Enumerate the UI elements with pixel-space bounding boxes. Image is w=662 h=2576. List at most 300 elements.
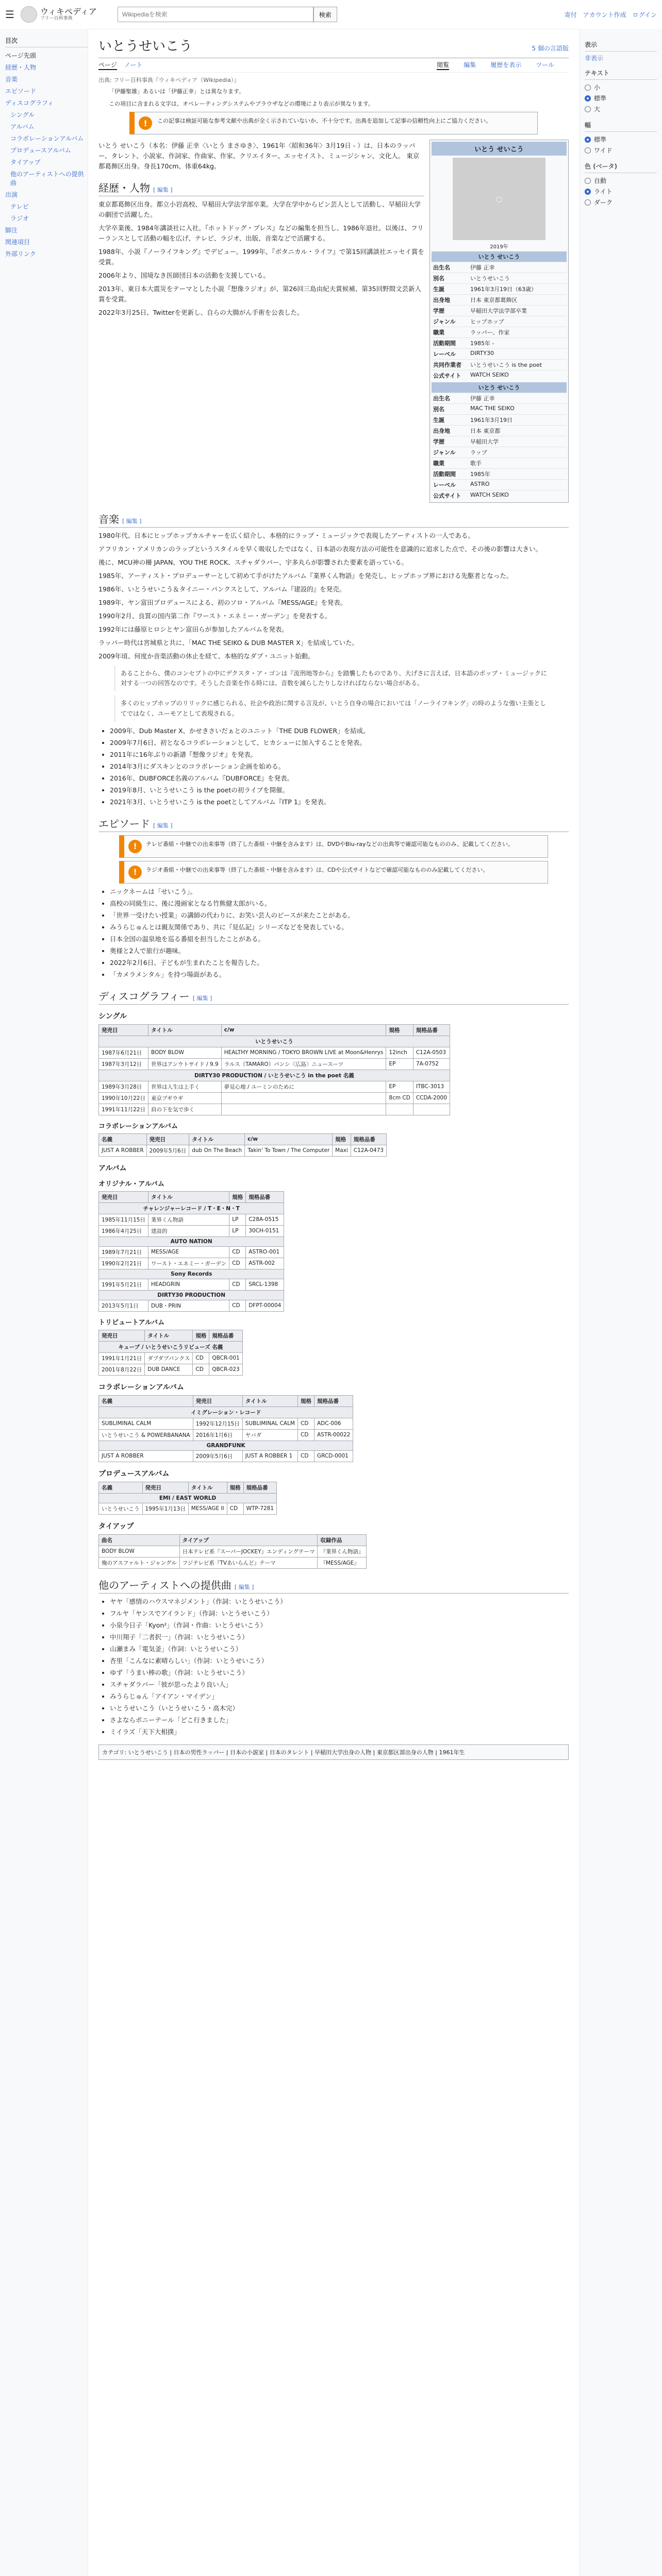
header bbox=[0, 0, 662, 29]
paragraph: ラッパー時代は宮城県と共に、「MAC THE SEIKO & DUB MASTER X」を結成していた。 bbox=[98, 639, 359, 647]
table-cell: SRCL-1398 bbox=[246, 1279, 284, 1290]
radio-label: ダーク bbox=[594, 199, 613, 206]
table-cell[interactable]: 建設的 bbox=[148, 1225, 229, 1236]
table-cell: DFPT-00004 bbox=[246, 1300, 284, 1311]
infobox-value: MAC THE SEIKO bbox=[470, 405, 515, 412]
paragraph: 1992年には藤原ヒロシとヤン富田らが参加したアルバムを発表。 bbox=[98, 625, 288, 633]
table-row bbox=[99, 1145, 387, 1156]
notice-box bbox=[119, 835, 548, 858]
infobox-value: 日本 東京都 bbox=[470, 428, 501, 434]
group-label[interactable]: GRANDFUNK bbox=[99, 1440, 353, 1450]
table-cell[interactable]: 1995年1月13日 bbox=[142, 1503, 188, 1514]
paragraph: 東京都葛飾区出身。都立小岩高校、早稲田大学法学部卒業。大学在学中からピン芸人として活動し、早稲田大学の劇団で活躍した。 bbox=[98, 200, 421, 218]
infobox-row bbox=[432, 468, 567, 479]
table-cell[interactable]: 1992年12月15日 bbox=[193, 1418, 242, 1429]
table-cell: 『MESS/AGE』 bbox=[318, 1557, 367, 1568]
radio-icon bbox=[585, 84, 591, 91]
table-cell: いとうせいこう & POWERBANANA bbox=[99, 1429, 193, 1440]
subheading-tieup: タイアップ bbox=[98, 1522, 134, 1531]
table-cell[interactable]: 2009年5月6日 bbox=[146, 1145, 189, 1156]
table-cell: 1989年7月21日 bbox=[99, 1246, 148, 1258]
table-cell bbox=[221, 1104, 386, 1115]
infobox-value: 歌手 bbox=[470, 460, 482, 467]
column-header: 規格 bbox=[227, 1482, 243, 1493]
table-cell: ITBC-3013 bbox=[413, 1081, 450, 1092]
create-account-link[interactable]: アカウント作成 bbox=[583, 11, 626, 19]
width-standard-radio[interactable] bbox=[585, 134, 657, 145]
table-cell: ASTR-002 bbox=[246, 1258, 284, 1269]
tab-tools[interactable]: ツール bbox=[536, 61, 554, 69]
group-row bbox=[99, 1236, 284, 1246]
toc-item[interactable]: エピソード bbox=[5, 88, 37, 95]
list-item: • 奥様と2人で旅行が趣味。 bbox=[110, 946, 569, 956]
text-large-radio[interactable] bbox=[585, 104, 657, 114]
lead-paragraph: いとう せいこう（本名：伊藤 正幸〈いとう まさゆき〉、1961年〈昭和36年〉3月19日 - ）は、日本のラッパー、タレント、小説家、作詞家、作曲家、作家、クリエイター、エッセイスト、ミュージシャン、文化人。 東京都葛飾区出身。身長170cm、体重64kg。 bbox=[98, 142, 420, 170]
table-cell: CCDA-2000 bbox=[413, 1092, 450, 1104]
infobox-row bbox=[432, 348, 567, 359]
table-cell[interactable]: 2009年5月6日 bbox=[193, 1450, 242, 1462]
list-item: • みうらじゅんとは親友関係であり、共に『見仏記』シリーズなどを発表している。 bbox=[110, 922, 569, 933]
table-cell[interactable]: 日本テレビ系『スーパーJOCKEY』エンディングテーマ bbox=[179, 1546, 318, 1557]
toc-item[interactable]: タイアップ bbox=[10, 159, 41, 166]
group-label[interactable]: キューブ / いとうせいこうリビューズ 名義 bbox=[99, 1341, 243, 1352]
paragraph: 1990年2月、良質の国内第二作『ワースト・エネミー・ガーデン』を発表する。 bbox=[98, 612, 332, 620]
infobox-label: 出生名 bbox=[433, 395, 450, 402]
infobox-row bbox=[432, 327, 567, 337]
toc-item[interactable]: 出演 bbox=[5, 191, 18, 198]
group-label[interactable]: チャレンジャーレコード / T・E・N・T bbox=[99, 1202, 284, 1214]
table-header-row bbox=[99, 1395, 353, 1406]
toc-item[interactable]: ページ先頭 bbox=[5, 52, 36, 59]
paragraph: 2009年頃、何度か音楽活動の休止を経て、本格的なダブ・ユニット始動。 bbox=[98, 652, 315, 660]
table-cell: 1986年4月25日 bbox=[99, 1225, 148, 1236]
text-standard-radio[interactable] bbox=[585, 93, 657, 104]
table-cell: BODY BLOW bbox=[99, 1546, 180, 1557]
list-item: • 2014年3月にダスキンとのコラボレーション企画を始める。 bbox=[110, 761, 569, 772]
heading-text: ディスコグラフィー bbox=[98, 990, 190, 1003]
subheading-tribute: トリビュートアルバム bbox=[98, 1318, 165, 1327]
column-header: c/w bbox=[221, 1024, 386, 1036]
infobox-row bbox=[432, 436, 567, 447]
infobox-value: 1961年3月19日 bbox=[470, 417, 512, 423]
width-head: 幅 bbox=[585, 118, 657, 132]
table-cell[interactable]: 肩の下を気で歩く bbox=[148, 1104, 221, 1115]
list-item: • いとうせいこう（いとうせいこう・高木完） bbox=[110, 1703, 569, 1714]
group-row bbox=[99, 1406, 353, 1418]
edit-link[interactable]: [ 編集 ] bbox=[234, 1583, 254, 1590]
group-label[interactable]: Sony Records bbox=[99, 1269, 284, 1279]
infobox-value: ASTRO bbox=[470, 481, 490, 487]
table-row bbox=[99, 1104, 450, 1115]
group-label[interactable]: イミグレーション・レコード bbox=[99, 1406, 353, 1418]
quote: 多くのヒップホップのリリックに感じられる、社会や政治に関する言及が、いとう自身の場合においては「ノーライフキング」の時のような強い主張としてではなく、ユーモアとして表現される。 bbox=[114, 696, 553, 721]
heading-text: 経歴・人物 bbox=[98, 182, 150, 194]
paragraph: 1980年代、日本にヒップホップカルチャーを広く紹介し、本格的にラップ・ミュージックで表現したアーティストの一人である。 bbox=[98, 532, 474, 539]
toc-item[interactable]: 他のアーティストへの提供曲 bbox=[10, 171, 84, 187]
tab-edit[interactable]: 編集 bbox=[464, 61, 476, 69]
column-header: 規格 bbox=[298, 1395, 315, 1406]
subheading-produce: プロデュースアルバム bbox=[98, 1469, 170, 1478]
toc-item[interactable]: アルバム bbox=[10, 123, 35, 130]
column-header: 曲名 bbox=[99, 1534, 180, 1546]
infobox bbox=[429, 140, 569, 503]
table-cell[interactable]: 東京ブギウギ bbox=[148, 1092, 221, 1104]
radio-label: ライト bbox=[594, 188, 613, 195]
table-cell: 1989年3月28日 bbox=[99, 1081, 148, 1092]
table-cell: 7A-0752 bbox=[413, 1058, 450, 1070]
list-item: • 日本全国の温泉地を巡る番組を担当したことがある。 bbox=[110, 934, 569, 944]
infobox-row bbox=[432, 447, 567, 457]
table-cell: GRCD-0001 bbox=[315, 1450, 353, 1462]
toc-head: 目次 bbox=[5, 34, 88, 47]
warning-icon: ! bbox=[128, 840, 142, 853]
list-item: • ミイラズ「天下大相撲」 bbox=[110, 1727, 569, 1737]
toc-item[interactable]: コラボレーションアルバム bbox=[10, 135, 84, 142]
table-cell: 1985年11月15日 bbox=[99, 1214, 148, 1225]
table-cell bbox=[386, 1104, 413, 1115]
table-cell: 1990年10月22日 bbox=[99, 1092, 148, 1104]
group-label[interactable]: DIRTY30 PRODUCTION / いとうせいこう in the poet 名義 bbox=[99, 1070, 450, 1081]
table-row bbox=[99, 1258, 284, 1269]
heading-text: 音楽 bbox=[98, 513, 119, 526]
subheading-collab: コラボレーションアルバム bbox=[98, 1122, 178, 1130]
group-row bbox=[99, 1202, 284, 1214]
infobox-row bbox=[432, 305, 567, 316]
table-row bbox=[99, 1300, 284, 1311]
column-header: 発売日 bbox=[142, 1482, 188, 1493]
infobox-label: 生誕 bbox=[433, 286, 444, 293]
table-row bbox=[99, 1429, 353, 1440]
toc-item[interactable]: 音楽 bbox=[5, 76, 18, 83]
table-cell[interactable]: 世界はアンウトサイド / 9.9 bbox=[148, 1058, 221, 1070]
toc-item[interactable]: ラジオ bbox=[10, 215, 29, 222]
citation-warning-box bbox=[129, 112, 538, 134]
group-row bbox=[99, 1341, 243, 1352]
table-row bbox=[99, 1352, 243, 1364]
column-header: c/w bbox=[245, 1133, 333, 1145]
table-cell: EP bbox=[386, 1081, 413, 1092]
page-tabs bbox=[98, 60, 569, 73]
table-cell: JUST A ROBBER bbox=[99, 1450, 193, 1462]
table-cell[interactable]: MESS/AGE bbox=[148, 1246, 229, 1258]
paragraph: 1989年、ヤン富田プロデュースによる、初のソロ・アルバム『MESS/AGE』を発表。 bbox=[98, 599, 347, 606]
produce-table bbox=[98, 1482, 277, 1515]
table-cell[interactable]: DUB DANCE bbox=[145, 1364, 193, 1375]
table-cell: 1991年5月21日 bbox=[99, 1279, 148, 1290]
table-cell: C28A-0515 bbox=[246, 1214, 284, 1225]
group-row bbox=[99, 1036, 450, 1047]
table-cell[interactable]: 2016年1月6日 bbox=[193, 1429, 242, 1440]
group-row bbox=[99, 1440, 353, 1450]
group-label[interactable]: AUTO NATION bbox=[99, 1236, 284, 1246]
radio-label: ワイド bbox=[594, 147, 613, 154]
wikipedia-logo[interactable] bbox=[21, 6, 37, 23]
color-dark-radio[interactable] bbox=[585, 197, 657, 208]
subheading-album: アルバム bbox=[98, 1164, 127, 1173]
section-heading-episode bbox=[98, 816, 569, 832]
search-button[interactable]: 検索 bbox=[313, 7, 337, 22]
radio-icon bbox=[585, 95, 591, 101]
infobox-row bbox=[432, 316, 567, 327]
categories-box[interactable]: カテゴリ: いとうせいこう | 日本の男性ラッパー | 日本の小説家 | 日本のタレント | 早稲田大学出身の人物 | 東京都区部出身の人物 | 1961年生 bbox=[98, 1744, 569, 1760]
infobox-label: 出生名 bbox=[433, 264, 450, 271]
column-header: 規格品番 bbox=[351, 1133, 386, 1145]
table-cell: CD bbox=[229, 1258, 246, 1269]
menu-icon[interactable]: ☰ bbox=[5, 8, 14, 21]
infobox-label: レーベル bbox=[433, 351, 456, 358]
column-header: タイトル bbox=[188, 1482, 227, 1493]
table-cell: ASTR-00022 bbox=[315, 1429, 353, 1440]
infobox-value: DIRTY30 bbox=[470, 350, 494, 357]
table-header-row bbox=[99, 1330, 243, 1341]
infobox-row bbox=[432, 479, 567, 490]
infobox-label: 別名 bbox=[433, 406, 444, 413]
infobox-value: いとうせいこう is the poet bbox=[470, 362, 542, 368]
toc-item[interactable]: テレビ bbox=[10, 203, 29, 210]
radio-label: 標準 bbox=[594, 136, 607, 143]
tab-history[interactable]: 履歴を表示 bbox=[490, 61, 522, 69]
infobox-title: いとう せいこう bbox=[432, 142, 567, 156]
column-header: 収録作品 bbox=[318, 1534, 367, 1546]
infobox-label: 生誕 bbox=[433, 417, 444, 423]
list-item: • ゆず「うまい棒の歌」（作詞：いとうせいこう） bbox=[110, 1668, 569, 1678]
section-heading-career bbox=[98, 180, 424, 196]
table-cell[interactable]: DUB・PRIN bbox=[148, 1300, 229, 1311]
list-item: • みうらじゅん「アイアン・マイデン」 bbox=[110, 1691, 569, 1702]
table-row bbox=[99, 1214, 284, 1225]
donate-link[interactable]: 寄付 bbox=[564, 11, 577, 19]
infobox-section: いとう せいこう bbox=[432, 382, 567, 393]
table-row bbox=[99, 1081, 450, 1092]
table-cell: CD bbox=[193, 1364, 209, 1375]
from-line: 出典: フリー百科事典『ウィキペディア（Wikipedia）』 bbox=[98, 77, 240, 83]
music-list bbox=[110, 726, 569, 807]
table-cell: いとうせいこう bbox=[99, 1503, 143, 1514]
appearance-panel bbox=[580, 29, 657, 2576]
table-cell[interactable]: HEADGRIN bbox=[148, 1279, 229, 1290]
group-row bbox=[99, 1070, 450, 1081]
table-cell: CD bbox=[298, 1418, 315, 1429]
search-input[interactable] bbox=[118, 7, 313, 22]
list-item: • 2009年、Dub Master X、かせきさいだぁとのユニット「THE DUB FLOWER」を結成。 bbox=[110, 726, 569, 736]
subheading-single: シングル bbox=[98, 1012, 127, 1021]
table-cell[interactable]: BODY BLOW bbox=[148, 1047, 221, 1058]
table-row bbox=[99, 1364, 243, 1375]
table-cell[interactable]: フジテレビ系『TVあいらんど』テーマ bbox=[179, 1557, 318, 1568]
table-row bbox=[99, 1225, 284, 1236]
infobox-row bbox=[432, 337, 567, 348]
paragraph: 1985年、アーティスト・プロデューサーとして初めて手がけたアルバム『業界くん物語』を発売し、ヒップホップ界における先駆者となった。 bbox=[98, 572, 513, 580]
table-cell[interactable]: 世界は人生は上手く bbox=[148, 1081, 221, 1092]
notice-text: テレビ番組・中継での出来事等（終了した番組・中継を含みます）は、DVDやBlu-rayなどの出典等で確認可能なもののみ、記載してください。 bbox=[146, 840, 514, 848]
table-cell: 2001年8月22日 bbox=[99, 1364, 145, 1375]
collab-single-table bbox=[98, 1133, 387, 1157]
column-header: 規格 bbox=[386, 1024, 413, 1036]
list-item: • スチャダラパー「彼が思ったより良い人」 bbox=[110, 1680, 569, 1690]
login-link[interactable]: ログイン bbox=[632, 11, 657, 19]
toc-item[interactable]: 脚注 bbox=[5, 227, 18, 234]
infobox-label: 出身地 bbox=[433, 297, 450, 303]
warning-icon: ! bbox=[139, 116, 152, 130]
table-cell: JUST A ROBBER bbox=[99, 1145, 147, 1156]
list-item: • フルヤ「ヤンスでアイランド」（作詞：いとうせいこう） bbox=[110, 1608, 569, 1619]
infobox-row bbox=[432, 262, 567, 273]
infobox-value: ラップ bbox=[470, 449, 487, 456]
toc-item[interactable]: シングル bbox=[10, 111, 35, 118]
toc-item[interactable]: 関連項目 bbox=[5, 239, 30, 246]
table-cell: EP bbox=[386, 1058, 413, 1070]
table-cell: SUBLIMINAL CALM bbox=[242, 1418, 297, 1429]
heading-text: 他のアーティストへの提供曲 bbox=[98, 1579, 231, 1591]
episode-list bbox=[110, 887, 569, 980]
paragraph: 2013年、東日本大震災をテーマとした小説『想像ラジオ』が、第26回三島由紀夫賞候補、第35回野間文芸新人賞を受賞。 bbox=[98, 285, 422, 303]
section-heading-music bbox=[98, 511, 569, 528]
infobox-label: 公式サイト bbox=[433, 493, 461, 499]
list-item: • ヤヤ「感情のハウスマネジメント」（作詞：いとうせいこう） bbox=[110, 1597, 569, 1607]
hide-button[interactable]: 非表示 bbox=[585, 55, 604, 62]
infobox-label: 職業 bbox=[433, 329, 444, 336]
table-cell[interactable]: ダブダブパンクス bbox=[145, 1352, 193, 1364]
notice: この項目に含まれる文字は、オペレーティングシステムやブラウザなどの環境により表示が異なります。 bbox=[109, 100, 374, 107]
table-cell: 1987年6月21日 bbox=[99, 1047, 148, 1058]
provide-list bbox=[110, 1597, 569, 1737]
toc-item[interactable]: 経歴・人物 bbox=[5, 64, 37, 71]
table-cell: LP bbox=[229, 1214, 246, 1225]
list-item: • 2009年7月6日、初となるコラボレーションとして、ヒカシューに加入することを発表。 bbox=[110, 738, 569, 748]
list-item: • 2022年2月6日、子どもが生まれたことを報告した。 bbox=[110, 958, 569, 968]
table-cell: 2013年5月1日 bbox=[99, 1300, 148, 1311]
language-button[interactable]: 5 個の言語版 bbox=[532, 45, 569, 52]
site-name-text: ウィキペディア bbox=[40, 7, 97, 17]
group-row bbox=[99, 1493, 277, 1503]
portrait-image[interactable]: ◯ bbox=[453, 158, 545, 240]
column-header: 規格品番 bbox=[209, 1330, 242, 1341]
group-label[interactable]: EMI / EAST WORLD bbox=[99, 1493, 277, 1503]
infobox-row bbox=[432, 273, 567, 283]
radio-icon bbox=[585, 178, 591, 184]
list-item: • 杏里「こんなに素晴らしい」（作詞：いとうせいこう） bbox=[110, 1656, 569, 1666]
table-header-row bbox=[99, 1024, 450, 1036]
table-header-row bbox=[99, 1534, 367, 1546]
table-row bbox=[99, 1279, 284, 1290]
table-cell: 8cm CD bbox=[386, 1092, 413, 1104]
radio-icon bbox=[585, 147, 591, 154]
table-cell: CD bbox=[229, 1279, 246, 1290]
infobox-section: いとう せいこう bbox=[432, 251, 567, 262]
paragraph: 後に、MCU神の柵 JAPAN、YOU THE ROCK、スチャダラパー、宇多丸らが影響された要素を語っている。 bbox=[98, 558, 408, 566]
infobox-label: 活動期間 bbox=[433, 340, 456, 347]
table-cell[interactable]: ワースト・エネミー・ガーデン bbox=[148, 1258, 229, 1269]
column-header: タイトル bbox=[189, 1133, 245, 1145]
notice-text: ラジオ番組・中継での出来事等（終了した番組・中継を含みます）は、CDや公式サイトなどで確認可能なもののみ記載してください。 bbox=[146, 866, 489, 873]
tab-talk[interactable]: ノート bbox=[124, 61, 143, 69]
tribute-table bbox=[98, 1330, 243, 1376]
infobox-label: 学歴 bbox=[433, 308, 444, 314]
edit-link[interactable]: [ 編集 ] bbox=[153, 822, 173, 829]
color-light-radio[interactable] bbox=[585, 186, 657, 197]
paragraph: 大学卒業後、1984年講談社に入社。『ホットドッグ・プレス』などの編集を担当し、1986年退社。以後は、フリーランスとして活動の幅を広げ、テレビ、ラジオ、出版、音楽などで活躍する。 bbox=[98, 224, 424, 242]
column-header: 規格 bbox=[229, 1191, 246, 1202]
column-header: 名義 bbox=[99, 1482, 143, 1493]
hatnote: 「伊藤聖雄」あるいは「伊藤正幸」とは異なります。 bbox=[109, 88, 245, 95]
text-small-radio[interactable] bbox=[585, 82, 657, 93]
infobox-value: 1961年3月19日（63歳） bbox=[470, 286, 537, 293]
radio-icon bbox=[585, 189, 591, 195]
infobox-label: レーベル bbox=[433, 482, 456, 488]
table-cell: 俺のアスファルト・ジャングル bbox=[99, 1557, 180, 1568]
list-item: • 2021年3月、いとうせいこう is the poetとしてアルバム『ITP 1』を発表。 bbox=[110, 797, 569, 807]
quote: あることから、僕のコンセプトの中にデクスタ・ア・ゴンは『流刑地等から』を踏襲したものであり、大げさに言えば、日本語のポップ・ミュージックに対する一つの回答なのです。そうした音楽を作る時には、音数を減らしたりしなければならない場合がある。 bbox=[114, 666, 553, 691]
infobox-row bbox=[432, 490, 567, 501]
infobox-label: ジャンル bbox=[433, 318, 456, 325]
group-label[interactable]: いとうせいこう bbox=[99, 1036, 450, 1047]
infobox-value: 早稲田大学法学部卒業 bbox=[470, 308, 527, 314]
site-name[interactable] bbox=[40, 7, 97, 21]
paragraph: 1986年、いとうせいこう＆タイニー・パンクスとして、アルバム『建設的』を発売。 bbox=[98, 585, 346, 593]
user-nav bbox=[565, 10, 657, 19]
table-header-row bbox=[99, 1133, 387, 1145]
infobox-row bbox=[432, 425, 567, 436]
edit-link[interactable]: [ 編集 ] bbox=[192, 994, 212, 1002]
radio-icon bbox=[585, 106, 591, 112]
table-row bbox=[99, 1246, 284, 1258]
table-row bbox=[99, 1450, 353, 1462]
infobox-row bbox=[432, 370, 567, 381]
list-item: • 2011年に16年ぶりの新譜『想像ラジオ』を発表。 bbox=[110, 750, 569, 760]
site-tagline: フリー百科事典 bbox=[40, 15, 73, 21]
width-wide-radio[interactable] bbox=[585, 145, 657, 156]
toc-item[interactable]: ディスコグラフィ bbox=[5, 99, 54, 107]
edit-link[interactable]: [ 編集 ] bbox=[153, 187, 173, 193]
tab-page[interactable]: ページ bbox=[98, 60, 117, 70]
infobox-label: 職業 bbox=[433, 460, 444, 467]
column-header: 発売日 bbox=[99, 1024, 148, 1036]
toc-item[interactable]: プロデュースアルバム bbox=[10, 147, 71, 154]
table-cell: 『業界くん物語』 bbox=[318, 1546, 367, 1557]
radio-label: 自動 bbox=[594, 177, 607, 184]
infobox-label: 共同作業者 bbox=[433, 362, 461, 368]
infobox-row bbox=[432, 294, 567, 305]
table-cell: ASTRO-001 bbox=[246, 1246, 284, 1258]
group-label[interactable]: DIRTY30 PRODUCTION bbox=[99, 1290, 284, 1300]
table-cell: CD bbox=[229, 1300, 246, 1311]
infobox-value: いとうせいこう bbox=[470, 275, 510, 282]
list-item: • 山瀬まみ「電気釜」（作詞：いとうせいこう） bbox=[110, 1644, 569, 1654]
column-header: 規格 bbox=[193, 1330, 209, 1341]
toc-item[interactable]: 外部リンク bbox=[5, 250, 36, 258]
infobox-row bbox=[432, 457, 567, 468]
tab-read[interactable]: 閲覧 bbox=[437, 60, 449, 70]
radio-label: 小 bbox=[594, 84, 601, 91]
table-cell: QBCR-023 bbox=[209, 1364, 242, 1375]
infobox-label: ジャンル bbox=[433, 449, 456, 456]
column-header: 名義 bbox=[99, 1133, 147, 1145]
table-cell: 夢見心地 / ユーミンのために bbox=[221, 1081, 386, 1092]
table-cell[interactable]: 業界くん物語 bbox=[148, 1214, 229, 1225]
table-cell bbox=[413, 1104, 450, 1115]
column-header: 発売日 bbox=[146, 1133, 189, 1145]
table-cell: WTP-7281 bbox=[243, 1503, 276, 1514]
infobox-row bbox=[432, 393, 567, 403]
table-cell: ヤバダ bbox=[242, 1429, 297, 1440]
color-auto-radio[interactable] bbox=[585, 175, 657, 186]
edit-link[interactable]: [ 編集 ] bbox=[122, 518, 142, 524]
list-item: • ニックネームは「せいこう」。 bbox=[110, 887, 569, 897]
infobox-row bbox=[432, 359, 567, 370]
table-header-row bbox=[99, 1191, 284, 1202]
table-cell: ADC-006 bbox=[315, 1418, 353, 1429]
table-row bbox=[99, 1546, 367, 1557]
